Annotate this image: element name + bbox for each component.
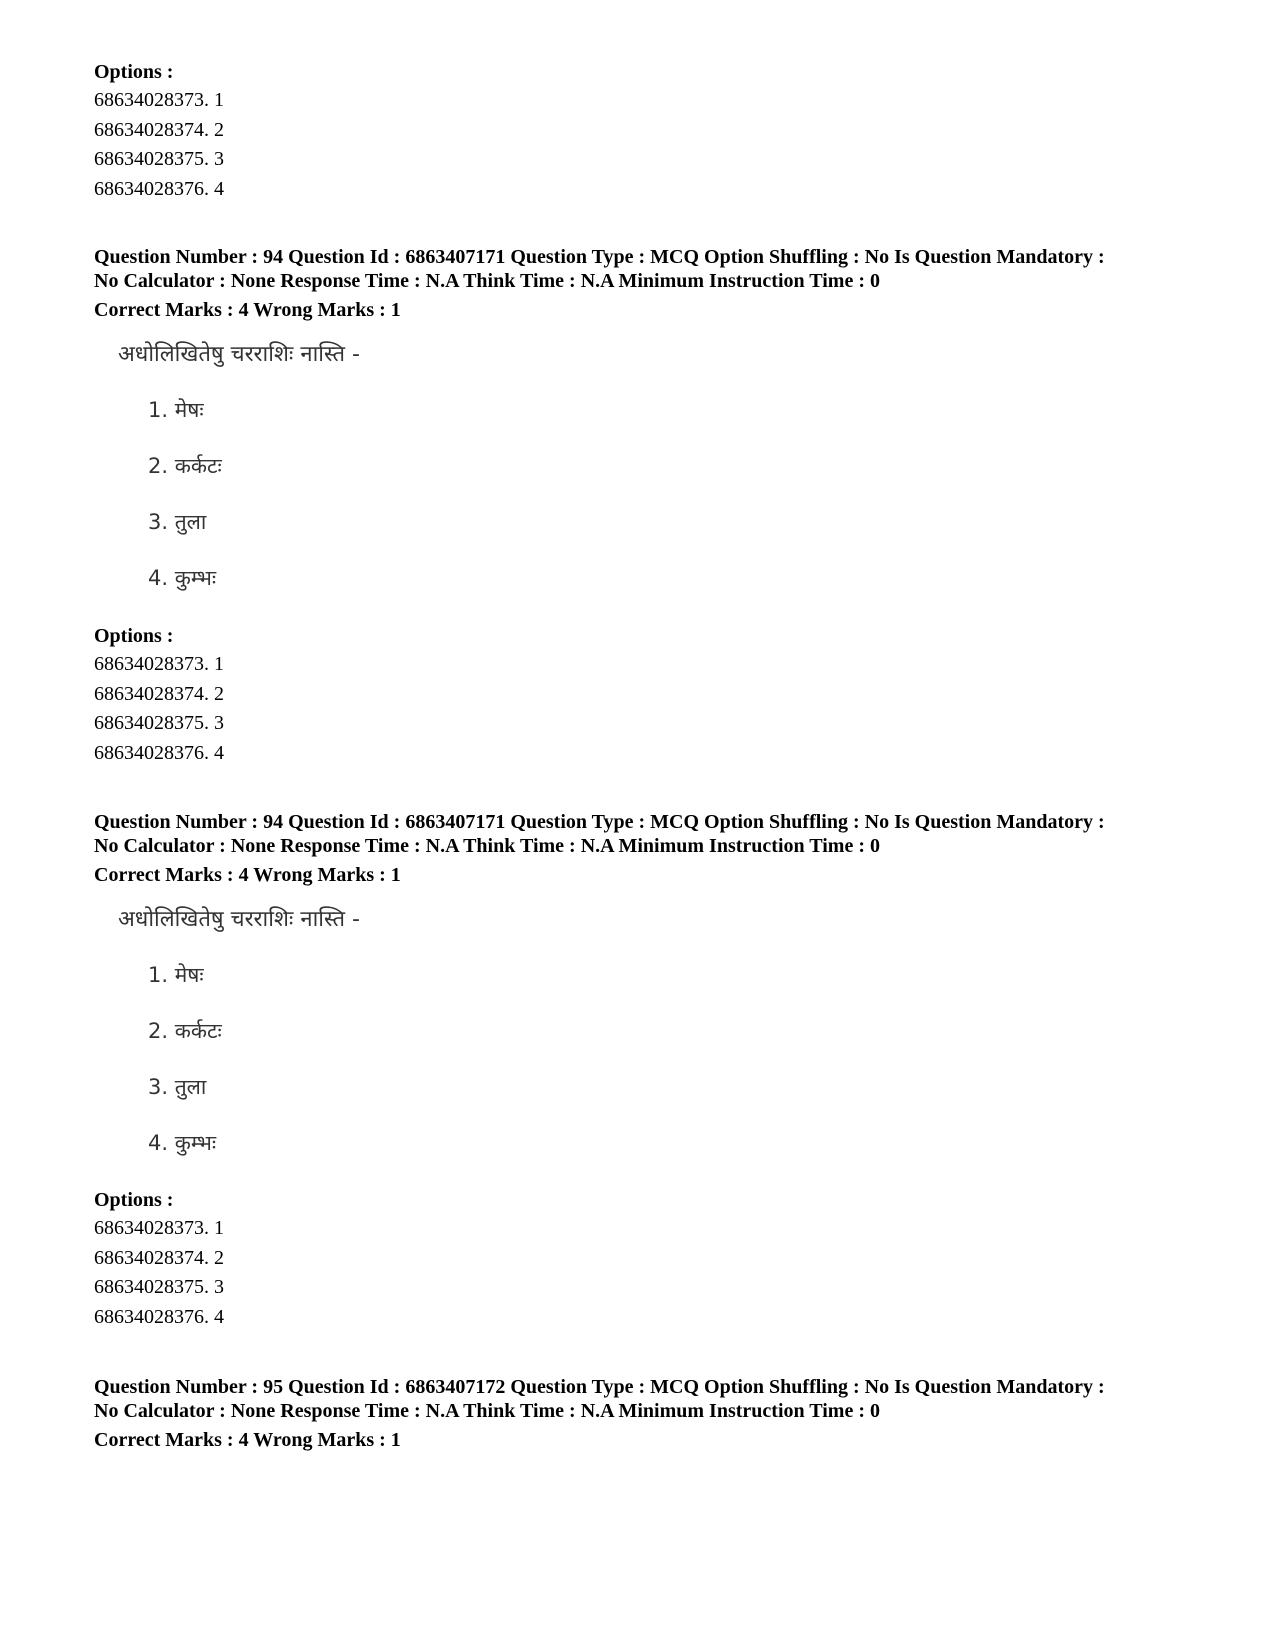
question-choice: 1. मेषः — [148, 398, 204, 422]
options-block — [94, 622, 1214, 768]
option-line: 68634028373. 1 — [94, 89, 224, 111]
options-label: Options : — [94, 1189, 174, 1211]
question-marks: Correct Marks : 4 Wrong Marks : 1 — [94, 1429, 401, 1451]
question-choice: 1. मेषः — [148, 963, 204, 987]
option-line: 68634028374. 2 — [94, 1246, 224, 1269]
options-label: Options : — [94, 61, 174, 83]
options-block — [94, 1186, 1214, 1332]
question-marks: Correct Marks : 4 Wrong Marks : 1 — [94, 299, 401, 321]
option-line: 68634028374. 2 — [94, 682, 224, 705]
question-header-line: Question Number : 94 Question Id : 6863407171 Question Type : MCQ Option Shuffling : No Is Question Mandatory : — [94, 246, 1105, 268]
question-choice: 2. कर्कटः — [148, 1019, 222, 1043]
question-choice: 2. कर्कटः — [148, 454, 222, 478]
option-line: 68634028376. 4 — [94, 741, 224, 764]
question-header-block — [94, 245, 1214, 322]
question-stem: अधोलिखितेषु चरराशिः नास्ति - — [118, 342, 360, 367]
question-marks: Correct Marks : 4 Wrong Marks : 1 — [94, 864, 401, 886]
option-line: 68634028375. 3 — [94, 712, 224, 734]
option-line: 68634028376. 4 — [94, 1305, 224, 1328]
question-image — [118, 903, 438, 1173]
option-line: 68634028375. 3 — [94, 148, 224, 170]
question-header-block — [94, 810, 1214, 887]
option-line: 68634028376. 4 — [94, 177, 224, 200]
question-header-block — [94, 1375, 1214, 1452]
question-choice: 3. तुला — [148, 510, 207, 534]
question-header-line: Question Number : 95 Question Id : 6863407172 Question Type : MCQ Option Shuffling : No Is Question Mandatory : — [94, 1376, 1105, 1398]
option-line: 68634028373. 1 — [94, 653, 224, 675]
option-line: 68634028375. 3 — [94, 1276, 224, 1298]
question-header-line: No Calculator : None Response Time : N.A Think Time : N.A Minimum Instruction Time : 0 — [94, 270, 880, 292]
question-choice: 4. कुम्भः — [148, 1131, 217, 1155]
question-image — [118, 338, 438, 608]
question-choice: 4. कुम्भः — [148, 566, 217, 590]
question-header-line: No Calculator : None Response Time : N.A Think Time : N.A Minimum Instruction Time : 0 — [94, 835, 880, 857]
question-header-line: No Calculator : None Response Time : N.A Think Time : N.A Minimum Instruction Time : 0 — [94, 1400, 880, 1422]
question-choice: 3. तुला — [148, 1075, 207, 1099]
question-header-line: Question Number : 94 Question Id : 6863407171 Question Type : MCQ Option Shuffling : No Is Question Mandatory : — [94, 811, 1105, 833]
option-line: 68634028374. 2 — [94, 118, 224, 141]
options-block-top — [94, 58, 1214, 204]
options-label: Options : — [94, 625, 174, 647]
option-line: 68634028373. 1 — [94, 1217, 224, 1239]
question-stem: अधोलिखितेषु चरराशिः नास्ति - — [118, 907, 360, 932]
